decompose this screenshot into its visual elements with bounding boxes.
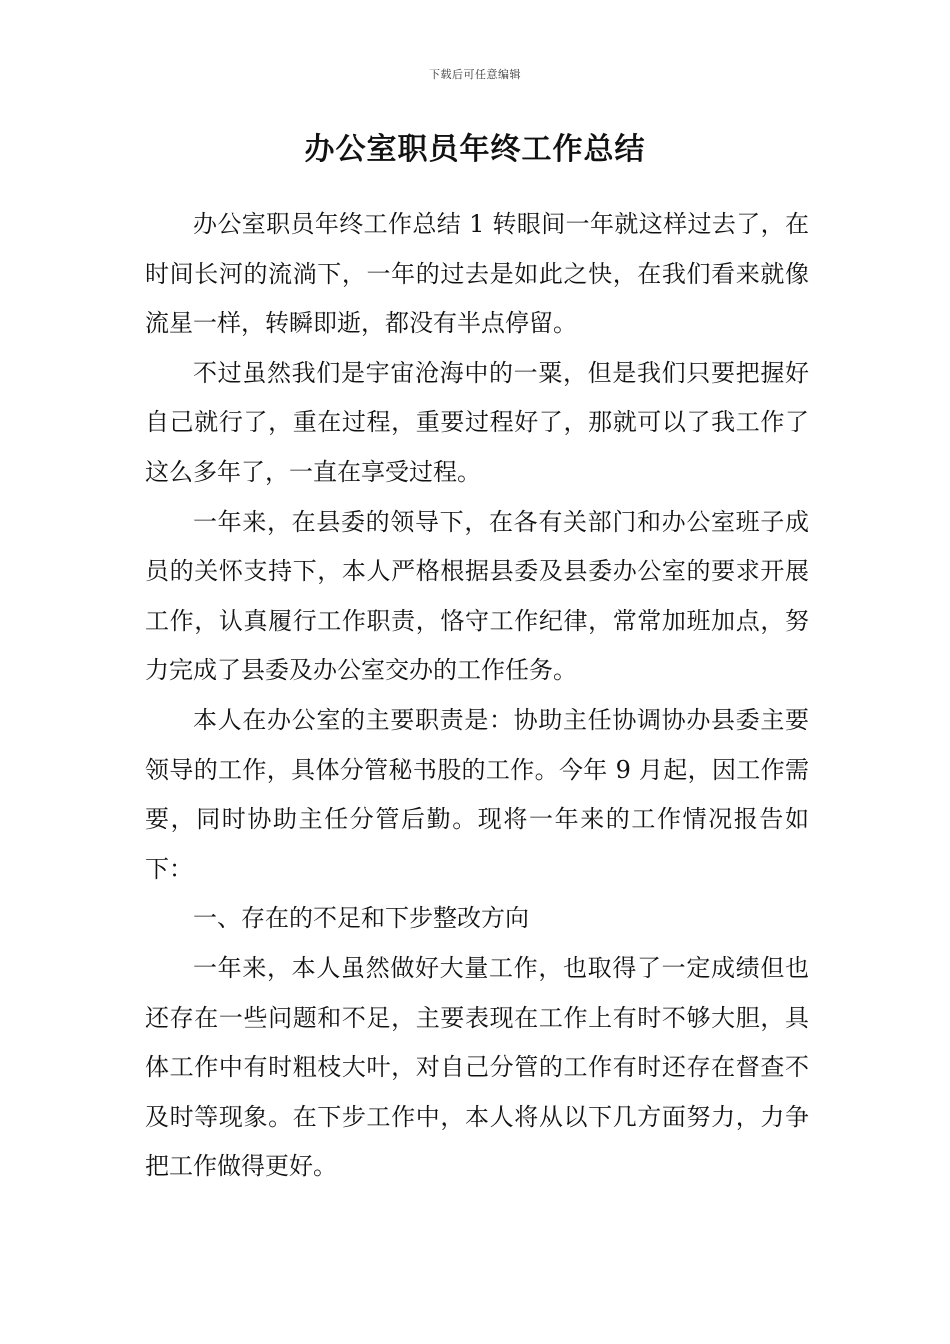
- section-heading: 一、存在的不足和下步整改方向: [193, 904, 529, 933]
- paragraph: 一年来，本人虽然做好大量工作，也取得了一定成绩但也还存在一些问题和不足，主要表现在工作上有时不够大胆，具体工作中有时粗枝大叶，对自己分管的工作有时还存在督查不及时等现象。在下步工作中，本人将从以下几方面努力，力争把工作做得更好。: [145, 953, 809, 1181]
- paragraph: 本人在办公室的主要职责是：协助主任协调协办县委主要领导的工作，具体分管秘书股的工作。今年 9 月起，因工作需要，同时协助主任分管后勤。现将一年来的工作情况报告如下：: [145, 705, 809, 883]
- document-body: [145, 200, 809, 1192]
- paragraph: 一年来，在县委的领导下，在各有关部门和办公室班子成员的关怀支持下，本人严格根据县委及县委办公室的要求开展工作，认真履行工作职责，恪守工作纪律，常常加班加点，努力完成了县委及办公室交办的工作任务。: [145, 507, 809, 685]
- paragraph: 不过虽然我们是宇宙沧海中的一粟，但是我们只要把握好自己就行了，重在过程，重要过程好了，那就可以了我工作了这么多年了，一直在享受过程。: [145, 358, 809, 486]
- paragraph: 办公室职员年终工作总结 1 转眼间一年就这样过去了，在时间长河的流淌下，一年的过去是如此之快，在我们看来就像流星一样，转瞬即逝，都没有半点停留。: [145, 210, 809, 338]
- header-note: 下载后可任意编辑: [429, 68, 521, 81]
- document-title: 办公室职员年终工作总结: [304, 132, 646, 167]
